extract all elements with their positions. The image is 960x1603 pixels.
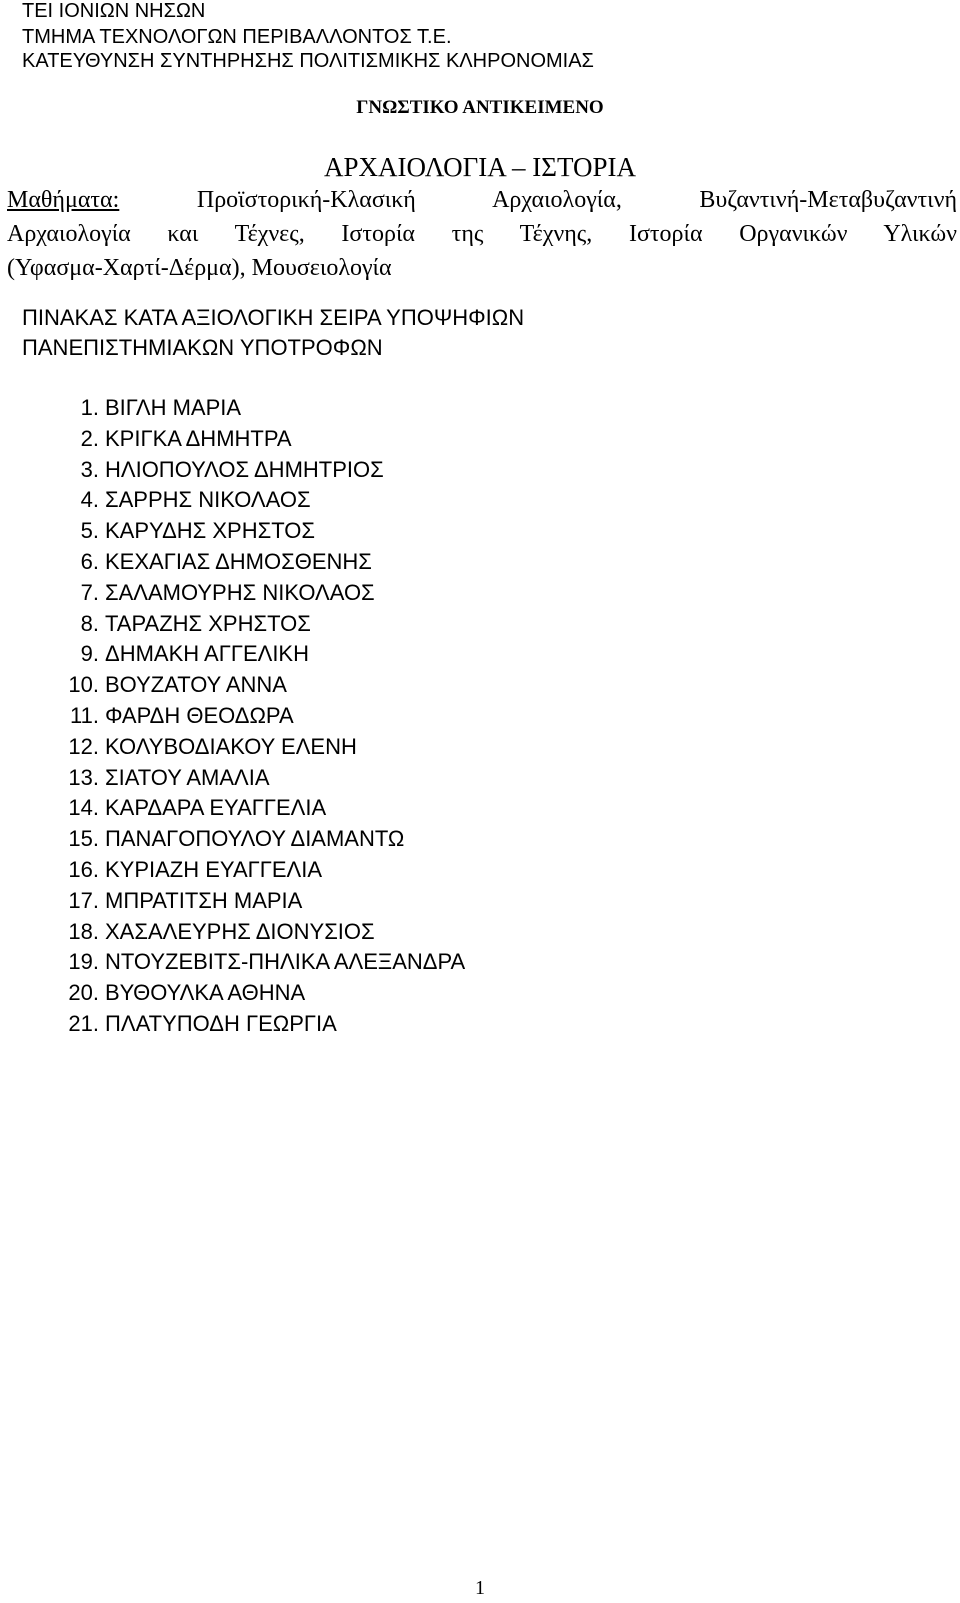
candidate-rank: 3. (80, 456, 99, 482)
courses-paragraph (7, 183, 957, 285)
courses-line-1 (7, 183, 957, 217)
candidate-name: ΒΥΘΟΥΛΚΑ ΑΘΗΝΑ (105, 980, 306, 1006)
institution-name: ΤΕΙ ΙΟΝΙΩΝ ΝΗΣΩΝ (22, 0, 206, 22)
list-item (42, 947, 465, 978)
ranking-table-heading (22, 303, 524, 363)
list-item (42, 763, 465, 794)
list-item (42, 1009, 465, 1040)
candidate-rank: 4. (80, 487, 99, 513)
list-item (42, 701, 465, 732)
courses-line-2: Αρχαιολογία και Τέχνες, Ιστορία της Τέχνης, Ιστορία Οργανικών Υλικών (7, 221, 957, 247)
candidate-list (42, 393, 465, 1040)
page-number: 1 (475, 1577, 485, 1599)
list-item (42, 455, 465, 486)
candidate-name: ΤΑΡΑΖΗΣ ΧΡΗΣΤΟΣ (105, 610, 311, 636)
candidate-name: ΦΑΡΔΗ ΘΕΟΔΩΡΑ (105, 702, 294, 728)
candidate-rank: 1. (80, 395, 99, 420)
list-item (42, 978, 465, 1009)
subject-label: ΓΝΩΣΤΙΚΟ ΑΝΤΙΚΕΙΜΕΝΟ (356, 97, 604, 118)
list-item (42, 424, 465, 455)
department-name: ΤΜΗΜΑ ΤΕΧΝΟΛΟΓΩΝ ΠΕΡΙΒΑΛΛΟΝΤΟΣ Τ.Ε. (22, 26, 452, 48)
candidate-rank: 12. (68, 733, 99, 759)
list-item (42, 855, 465, 886)
candidate-name: ΚΑΡΥΔΗΣ ΧΡΗΣΤΟΣ (105, 518, 315, 544)
list-item (42, 639, 465, 670)
list-item (42, 516, 465, 547)
candidate-rank: 9. (80, 641, 99, 667)
candidate-rank: 13. (68, 764, 99, 790)
candidate-name: ΠΛΑΤΥΠΟΔΗ ΓΕΩΡΓΙΑ (105, 1010, 337, 1036)
candidate-rank: 11. (70, 702, 99, 728)
list-item (42, 547, 465, 578)
list-item (42, 670, 465, 701)
ranking-heading-line-1: ΠΙΝΑΚΑΣ ΚΑΤΑ ΑΞΙΟΛΟΓΙΚΗ ΣΕΙΡΑ ΥΠΟΨΗΦΙΩΝ (22, 305, 525, 330)
candidate-name: ΚΕΧΑΓΙΑΣ ΔΗΜΟΣΘΕΝΗΣ (105, 548, 372, 574)
candidate-name: ΜΠΡΑΤΙΤΣΗ ΜΑΡΙΑ (105, 887, 303, 913)
specialization-name: ΚΑΤΕΥΘΥΝΣΗ ΣΥΝΤΗΡΗΣΗΣ ΠΟΛΙΤΙΣΜΙΚΗΣ ΚΛΗΡΟΝΟΜΙΑΣ (22, 50, 594, 72)
candidate-name: ΚΑΡΔΑΡΑ ΕΥΑΓΓΕΛΙΑ (105, 795, 327, 821)
candidate-name: ΔΗΜΑΚΗ ΑΓΓΕΛΙΚΗ (105, 641, 309, 667)
courses-label: Μαθήματα: (7, 187, 120, 213)
candidate-rank: 2. (80, 425, 99, 451)
candidate-name: ΣΙΑΤΟΥ ΑΜΑΛΙΑ (105, 764, 270, 790)
candidate-rank: 16. (68, 856, 99, 882)
candidate-name: ΚΟΛΥΒΟΔΙΑΚΟΥ ΕΛΕΝΗ (105, 733, 357, 759)
list-item (42, 578, 465, 609)
candidate-name: ΗΛΙΟΠΟΥΛΟΣ ΔΗΜΗΤΡΙΟΣ (105, 456, 384, 482)
candidate-rank: 7. (80, 579, 99, 605)
list-item (42, 917, 465, 948)
candidate-name: ΠΑΝΑΓΟΠΟΥΛΟΥ ΔΙΑΜΑΝΤΩ (105, 826, 405, 852)
candidate-name: ΣΑΡΡΗΣ ΝΙΚΟΛΑΟΣ (105, 487, 311, 513)
candidate-name: ΒΙΓΛΗ ΜΑΡΙΑ (105, 395, 242, 420)
candidate-name: ΚΥΡΙΑΖΗ ΕΥΑΓΓΕΛΙΑ (105, 856, 323, 882)
subject-title: ΑΡΧΑΙΟΛΟΓΙΑ – ΙΣΤΟΡΙΑ (323, 152, 636, 182)
candidate-rank: 6. (80, 548, 99, 574)
candidate-rank: 14. (68, 795, 99, 821)
candidate-name: ΝΤΟΥΖΕΒΙΤΣ-ΠΗΛΙΚΑ ΑΛΕΞΑΝΔΡΑ (105, 949, 466, 975)
ranking-heading-line-2: ΠΑΝΕΠΙΣΤΗΜΙΑΚΩΝ ΥΠΟΤΡΟΦΩΝ (22, 335, 383, 360)
list-item (42, 485, 465, 516)
courses-line-3: (Υφασμα-Χαρτί-Δέρμα), Μουσειολογία (7, 255, 392, 281)
candidate-name: ΒΟΥΖΑΤΟΥ ΑΝΝΑ (105, 672, 287, 698)
list-item (42, 393, 465, 424)
candidate-rank: 17. (68, 887, 99, 913)
candidate-rank: 10. (68, 672, 99, 698)
candidate-rank: 5. (80, 518, 99, 544)
candidate-rank: 8. (80, 610, 99, 636)
candidate-name: ΚΡΙΓΚΑ ΔΗΜΗΤΡΑ (105, 425, 292, 451)
list-item (42, 886, 465, 917)
candidate-rank: 19. (68, 949, 99, 975)
candidate-rank: 21. (68, 1010, 99, 1036)
candidate-name: ΧΑΣΑΛΕΥΡΗΣ ΔΙΟΝΥΣΙΟΣ (105, 918, 375, 944)
candidate-rank: 18. (68, 918, 99, 944)
candidate-rank: 20. (68, 980, 99, 1006)
candidate-rank: 15. (68, 826, 99, 852)
list-item (42, 609, 465, 640)
candidate-name: ΣΑΛΑΜΟΥΡΗΣ ΝΙΚΟΛΑΟΣ (105, 579, 375, 605)
list-item (42, 824, 465, 855)
list-item (42, 732, 465, 763)
courses-line-1-text: Προϊστορική-Κλασική Αρχαιολογία, Βυζαντινή-Μεταβυζαντινή (196, 187, 958, 213)
list-item (42, 793, 465, 824)
